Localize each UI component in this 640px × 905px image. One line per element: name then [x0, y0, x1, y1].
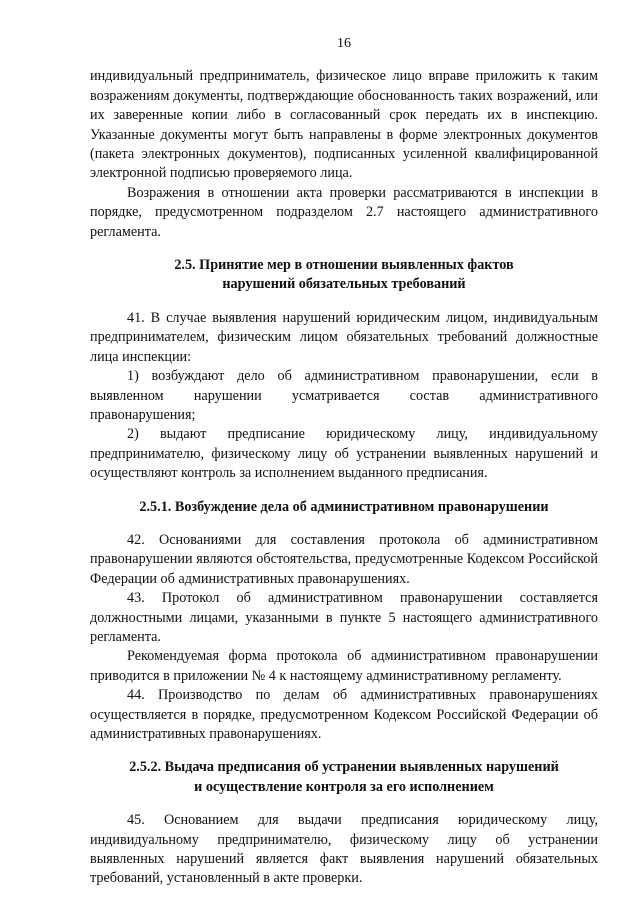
paragraph-41: 41. В случае выявления нарушений юридическим лицом, индивидуальным предпринимателем, физическим лицом обязательных требований должностные лица инспекции: [90, 309, 598, 365]
paragraph-objections: Возражения в отношении акта проверки рассматриваются в инспекции в порядке, предусмотренном подразделом 2.7 настоящего административного регламента. [90, 184, 598, 240]
paragraph-45: 45. Основанием для выдачи предписания юридическому лицу, индивидуальному предпринимателю, физическому лицу об устранении выявленных нарушений является факт выявления нарушений обязательных требований, установленный в акте проверки. [90, 812, 598, 887]
document-page [90, 34, 598, 889]
paragraph-44: 44. Производство по делам об административных правонарушениях осуществляется в порядке, предусмотренном Кодексом Российской Федерации об административных правонарушениях. [90, 687, 598, 742]
heading-line: нарушений обязательных требований [222, 276, 466, 293]
paragraph-41-item-2: 2) выдают предписание юридическому лицу, индивидуальному предпринимателю, физическому лицу об устранении выявленных нарушений и осуществляют контроль за исполнением выданного предписания. [90, 426, 598, 482]
paragraph-43: 43. Протокол об административном правонарушении составляется должностными лицами, указанными в пункте 5 настоящего административного регламента. [90, 590, 598, 645]
section-heading-2-5-1: 2.5.1. Возбуждение дела об административном правонарушении [139, 498, 549, 515]
heading-line: и осуществление контроля за его исполнением [194, 778, 494, 795]
paragraph-43-form: Рекомендуемая форма протокола об административном правонарушении приводится в приложении № 4 к настоящему административному регламенту. [90, 648, 598, 684]
section-heading-2-5 [90, 256, 598, 295]
page-number: 16 [337, 36, 351, 51]
section-heading-2-5-2 [90, 758, 598, 797]
heading-line: 2.5.2. Выдача предписания об устранении выявленных нарушений [129, 759, 559, 776]
paragraph-continuation: индивидуальный предприниматель, физическое лицо вправе приложить к таким возражениям документы, подтверждающие обоснованность таких возражений, или их заверенные копии либо в согласованный срок передать их в инспекцию. Указанные документы могут быть направлены в форме электронных документов (пакета электронных документов), подписанных усиленной квалифицированной электронной подписью проверяемого лица. [90, 68, 598, 182]
heading-line: 2.5. Принятие мер в отношении выявленных фактов [174, 257, 514, 274]
paragraph-41-item-1: 1) возбуждают дело об административном правонарушении, если в выявленном нарушении усматривается состав административного правонарушения; [90, 368, 598, 423]
paragraph-42: 42. Основаниями для составления протокола об административном правонарушении являются обстоятельства, предусмотренные Кодексом Российской Федерации об административных правонарушениях. [90, 531, 598, 587]
